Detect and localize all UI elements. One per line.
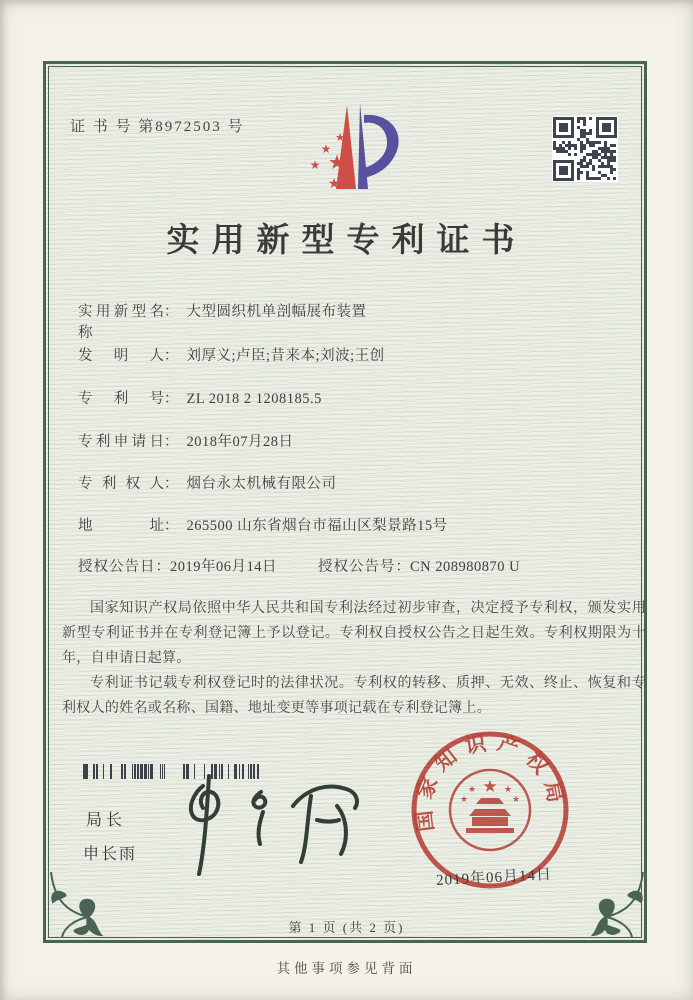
field-value: 265500 山东省烟台市福山区梨景路15号 (186, 518, 448, 534)
director-handwritten-signature (165, 762, 365, 880)
emblem-star-icon: ★ (467, 784, 477, 794)
logo-star-icon: ★ (309, 158, 321, 172)
back-side-note: 其他事项参见背面 (276, 961, 417, 976)
grant-no-label: 授权公告号 (318, 559, 396, 575)
field-colon: ： (155, 559, 170, 575)
field-label: 发明人 (78, 348, 164, 364)
signature-stroke (293, 787, 357, 808)
logo-star-icon: ★ (320, 142, 332, 156)
field-row-grant (78, 555, 634, 577)
field-value: 大型圆织机单剖幅展布装置 (186, 304, 367, 320)
field-value: 烟台永太机械有限公司 (186, 476, 337, 492)
signature-stroke (259, 812, 263, 844)
logo-p-bowl (361, 115, 399, 178)
seal-date: 2019年06月14日 (435, 866, 553, 890)
emblem-star-icon: ★ (511, 794, 521, 804)
field-colon: ： (164, 348, 179, 364)
emblem-roof-top (476, 798, 504, 804)
field-colon: ： (164, 518, 179, 534)
field-row-inventors (78, 344, 634, 365)
certificate-title: 实用新型专利证书 (166, 223, 527, 259)
grant-date-value: 2019年06月14日 (170, 559, 277, 575)
emblem-star-icon: ★ (459, 794, 469, 804)
emblem-base (466, 828, 514, 833)
director-title: 局长 (86, 812, 127, 829)
field-row-patent-number (78, 387, 634, 408)
field-row-filing-date (78, 430, 634, 451)
qr-code (552, 116, 618, 182)
field-value: 2018年07月28日 (186, 434, 294, 450)
logo-star-icon: ★ (327, 177, 341, 192)
field-row-address (78, 514, 634, 535)
field-colon: ： (164, 476, 179, 492)
field-colon: ： (395, 559, 410, 575)
signature-stroke (253, 792, 265, 808)
body-paragraph-2: 专利证书记载专利权登记时的法律状况。专利权的转移、质押、无效、终止、恢复和专利权人的姓名或名称、国籍、地址变更等事项记载在专利登记簿上。 (62, 676, 646, 716)
seal-circular-text: 国家知识产权局 (410, 729, 570, 833)
body-paragraph-1: 国家知识产权局依照中华人民共和国专利法经过初步审查，决定授予专利权，颁发实用新型专利证书并在专利登记簿上予以登记。专利权自授权公告之日起生效。专利权期限为十年，自申请日起算。 (62, 601, 646, 666)
field-label: 地址 (78, 518, 164, 534)
emblem-star-icon: ★ (482, 777, 498, 796)
emblem-roof-mid (469, 809, 511, 816)
certificate-number: 证 书 号 第8972503 号 (70, 119, 245, 135)
field-value: 刘厚义;卢臣;昔来本;刘波;王创 (186, 348, 385, 364)
grant-no-group (318, 555, 520, 576)
ornament-leaf (628, 892, 642, 902)
field-colon: ： (164, 391, 179, 407)
field-label: 专利申请日 (78, 434, 164, 450)
field-row-patent-name (78, 300, 634, 342)
field-colon: ： (164, 434, 179, 450)
signature-stroke (301, 796, 311, 862)
field-label: 实用新型名称 (78, 304, 164, 341)
emblem-star-icon: ★ (503, 784, 513, 794)
field-label: 专利号 (78, 391, 164, 407)
logo-star-icon: ★ (335, 132, 345, 144)
field-colon: ： (164, 304, 179, 320)
field-row-patentee (78, 472, 634, 493)
page-number: 第 1 页 (共 2 页) (288, 920, 405, 935)
certificate-body (62, 596, 646, 721)
seal-national-emblem (450, 770, 530, 850)
director-name: 申长雨 (83, 846, 138, 863)
signature-stroke (317, 820, 339, 822)
field-value: ZL 2018 2 1208185.5 (186, 391, 322, 407)
grant-date-label: 授权公告日 (78, 559, 156, 575)
ornament-leaf (52, 892, 66, 902)
field-label: 专利权人 (78, 476, 164, 492)
logo-star-icon: ★ (328, 152, 346, 174)
grant-no-value: CN 208980870 U (410, 559, 521, 575)
signature-stroke (337, 806, 346, 854)
cnipa-star-p-logo (290, 101, 406, 193)
emblem-wall (472, 817, 508, 826)
